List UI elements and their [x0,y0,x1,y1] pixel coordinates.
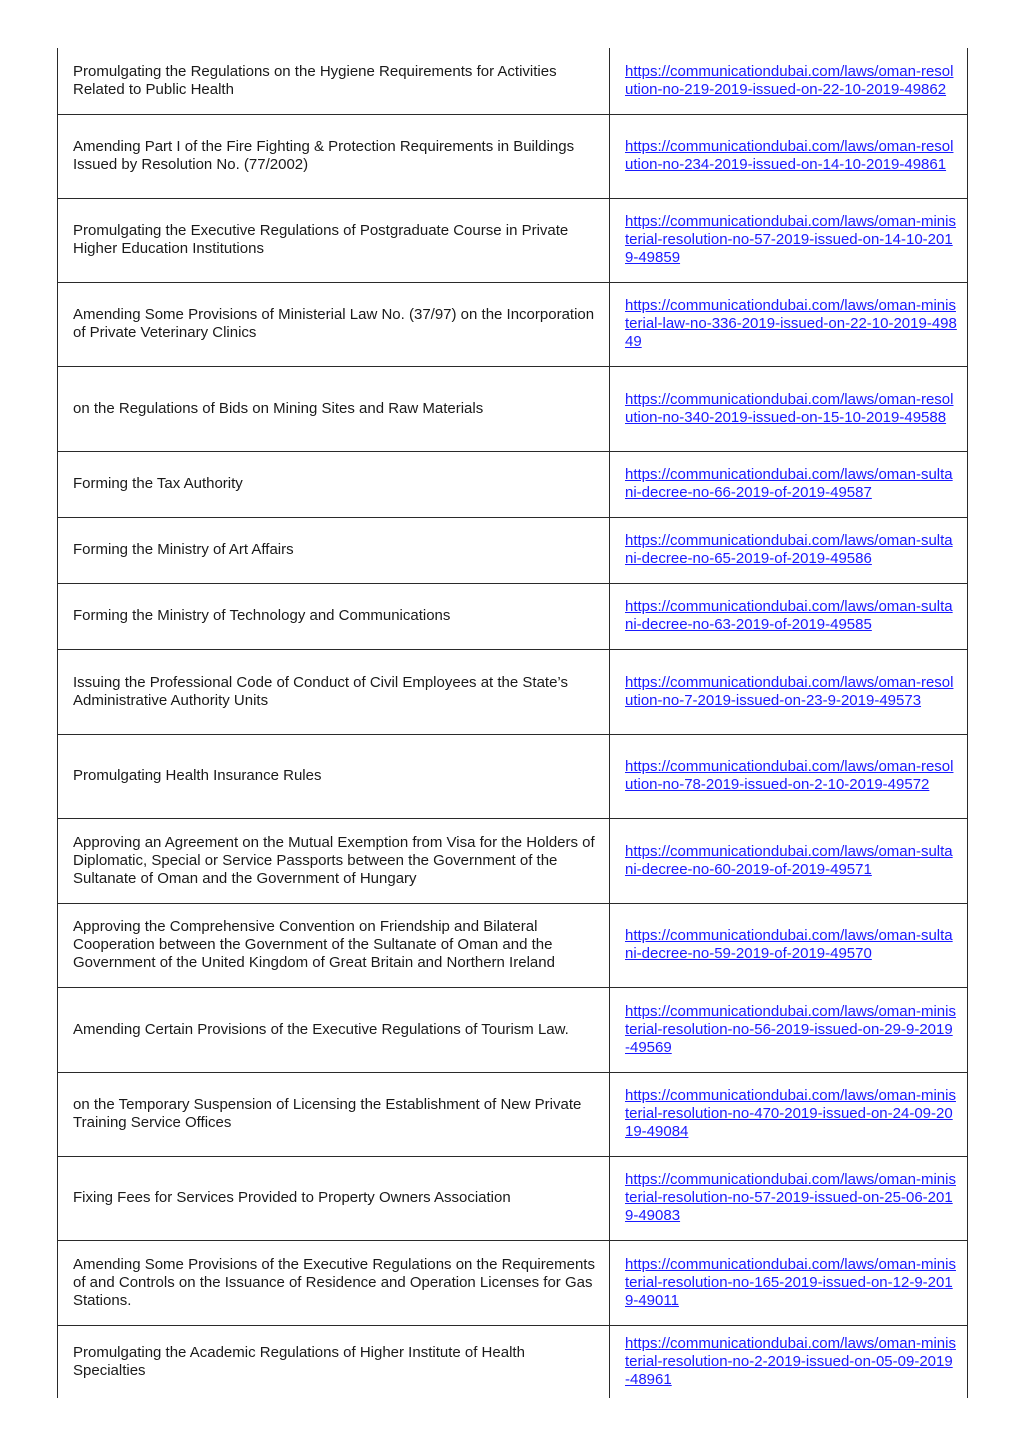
law-title: Amending Some Provisions of the Executive Regulations on the Requirements of and Controls on the Issuance of Residence and Operation Licenses for Gas Stations. [73,1255,595,1309]
law-link[interactable]: https://communicationdubai.com/laws/oman-resolution-no-219-2019-issued-on-22-10-2019-49862 [625,62,954,98]
law-link[interactable]: https://communicationdubai.com/laws/oman-sultani-decree-no-66-2019-of-2019-49587 [625,466,953,501]
law-title-cell [58,451,610,517]
law-title-cell [58,903,610,987]
law-link-cell [610,818,968,903]
law-link[interactable]: https://communicationdubai.com/laws/oman-sultani-decree-no-63-2019-of-2019-49585 [625,598,953,633]
law-title: Promulgating the Executive Regulations of Postgraduate Course in Private Higher Education Institutions [73,222,569,257]
laws-table [57,48,968,1398]
table-row [58,649,968,734]
table-row [58,583,968,649]
law-title-cell [58,987,610,1072]
law-title-cell [58,583,610,649]
law-title: Amending Part I of the Fire Fighting & Protection Requirements in Buildings Issued by Resolution No. (77/2002) [73,138,575,173]
law-link-cell [610,366,968,451]
law-title: Forming the Tax Authority [73,475,243,492]
law-title-cell [58,734,610,818]
law-link[interactable]: https://communicationdubai.com/laws/oman-ministerial-resolution-no-56-2019-issued-on-29-9-2019-49569 [625,1002,956,1056]
table-row [58,818,968,903]
law-link-cell [610,451,968,517]
law-link[interactable]: https://communicationdubai.com/laws/oman-ministerial-law-no-336-2019-issued-on-22-10-2019-49849 [625,297,957,350]
law-link-cell [610,198,968,282]
law-link[interactable]: https://communicationdubai.com/laws/oman-ministerial-resolution-no-2-2019-issued-on-05-09-2019-48961 [625,1334,956,1388]
table-row [58,987,968,1072]
law-title: Promulgating the Academic Regulations of Higher Institute of Health Specialties [73,1343,525,1379]
law-link[interactable]: https://communicationdubai.com/laws/oman-ministerial-resolution-no-57-2019-issued-on-14-10-2019-49859 [625,213,956,266]
law-title: Approving an Agreement on the Mutual Exemption from Visa for the Holders of Diplomatic, Special or Service Passports between the Government of the Sultanate of Oman and the Government of Hungary [73,833,595,887]
law-title-cell [58,282,610,366]
table-row [58,1240,968,1325]
table-row [58,366,968,451]
law-title-cell [58,1156,610,1240]
law-link[interactable]: https://communicationdubai.com/laws/oman-resolution-no-234-2019-issued-on-14-10-2019-49861 [625,138,954,173]
table-row [58,517,968,583]
law-link-cell [610,1156,968,1240]
law-link[interactable]: https://communicationdubai.com/laws/oman-sultani-decree-no-59-2019-of-2019-49570 [625,927,953,962]
law-link-cell [610,1240,968,1325]
law-title: Forming the Ministry of Technology and Communications [73,607,451,624]
law-link-cell [610,583,968,649]
table-row [58,734,968,818]
table-row [58,282,968,366]
table-row [58,1072,968,1156]
law-title: Promulgating Health Insurance Rules [73,767,322,784]
law-title: Promulgating the Regulations on the Hygiene Requirements for Activities Related to Public Health [73,62,557,98]
law-title: Amending Some Provisions of Ministerial Law No. (37/97) on the Incorporation of Private Veterinary Clinics [73,306,595,341]
law-link[interactable]: https://communicationdubai.com/laws/oman-resolution-no-7-2019-issued-on-23-9-2019-49573 [625,673,954,709]
law-title-cell [58,48,610,114]
law-link-cell [610,517,968,583]
law-link[interactable]: https://communicationdubai.com/laws/oman-ministerial-resolution-no-165-2019-issued-on-12-9-2019-49011 [625,1255,956,1309]
law-link-cell [610,1072,968,1156]
law-link[interactable]: https://communicationdubai.com/laws/oman-sultani-decree-no-60-2019-of-2019-49571 [625,842,953,878]
law-title-cell [58,517,610,583]
law-link-cell [610,649,968,734]
table-row [58,198,968,282]
table-row [58,114,968,198]
table-row [58,903,968,987]
law-title: Amending Certain Provisions of the Executive Regulations of Tourism Law. [73,1020,569,1038]
law-title-cell [58,818,610,903]
law-title: Forming the Ministry of Art Affairs [73,541,294,558]
table-row [58,451,968,517]
table-row [58,48,968,114]
law-link[interactable]: https://communicationdubai.com/laws/oman-ministerial-resolution-no-470-2019-issued-on-24-09-2019-49084 [625,1087,956,1140]
law-title: Fixing Fees for Services Provided to Property Owners Association [73,1189,511,1206]
law-title: on the Temporary Suspension of Licensing the Establishment of New Private Training Service Offices [73,1096,582,1131]
law-link[interactable]: https://communicationdubai.com/laws/oman-ministerial-resolution-no-57-2019-issued-on-25-06-2019-49083 [625,1171,956,1224]
laws-table-body [58,48,968,1398]
law-title-cell [58,649,610,734]
table-row [58,1156,968,1240]
law-title: Issuing the Professional Code of Conduct of Civil Employees at the State’s Administrative Authority Units [73,673,568,709]
law-title-cell [58,1240,610,1325]
table-row [58,1325,968,1398]
law-title-cell [58,198,610,282]
law-link[interactable]: https://communicationdubai.com/laws/oman-resolution-no-340-2019-issued-on-15-10-2019-49588 [625,390,954,426]
law-link-cell [610,987,968,1072]
law-link-cell [610,282,968,366]
law-link-cell [610,903,968,987]
law-link[interactable]: https://communicationdubai.com/laws/oman-sultani-decree-no-65-2019-of-2019-49586 [625,532,953,567]
law-title-cell [58,1072,610,1156]
law-link-cell [610,734,968,818]
law-title-cell [58,1325,610,1398]
law-title: on the Regulations of Bids on Mining Sites and Raw Materials [73,399,484,417]
law-link-cell [610,48,968,114]
law-link-cell [610,1325,968,1398]
law-title: Approving the Comprehensive Convention on Friendship and Bilateral Cooperation between the Government of the Sultanate of Oman and the Government of the United Kingdom of Great Britain and Northern Ireland [73,918,555,971]
law-title-cell [58,114,610,198]
law-title-cell [58,366,610,451]
law-link-cell [610,114,968,198]
law-link[interactable]: https://communicationdubai.com/laws/oman-resolution-no-78-2019-issued-on-2-10-2019-49572 [625,758,954,793]
